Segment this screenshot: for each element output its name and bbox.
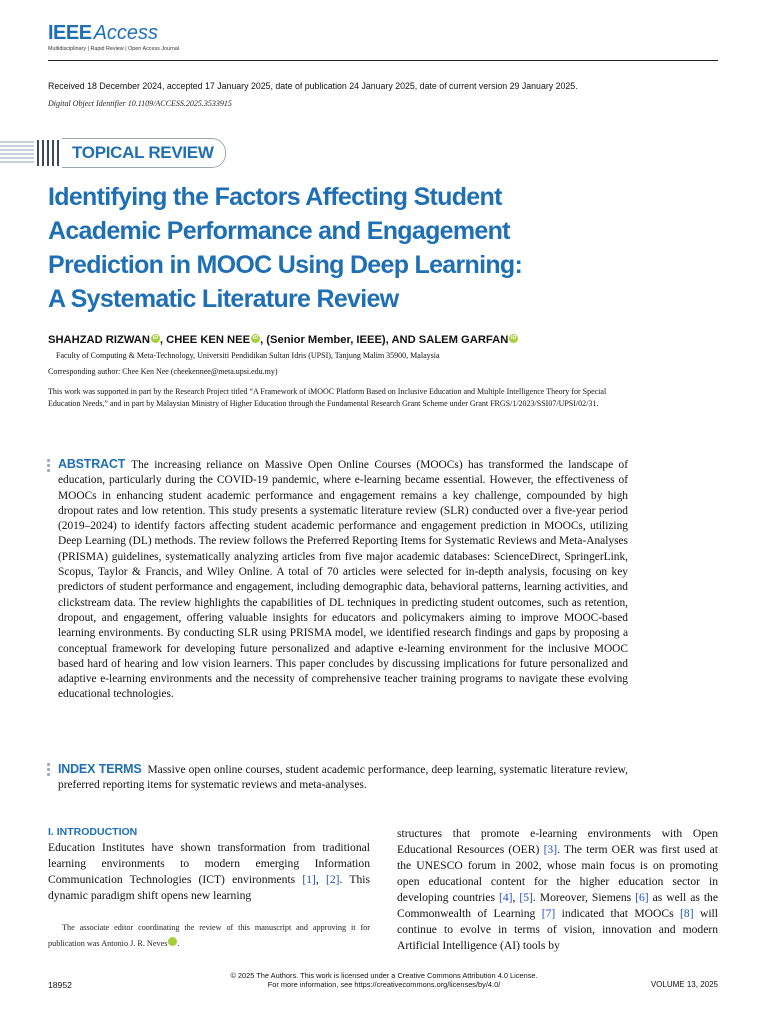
abstract-text: The increasing reliance on Massive Open Online Courses (MOOCs) has transformed the landscape of education, particularly during the COVID-19 pandemic, where e-learning became essential. However, the effectiveness of MOOCs in enhancing student academic performance and engagement remains a key challenge, compounded by high dropout rates and low retention. This study presents a systematic literature review (SLR) conducted over a five-year period (2019–2024) to identify factors affecting student academic performance and engagement prediction in MOOCs, utilizing Deep Learning (DL) methods. The review follows the Preferred Reporting Items for Systematic Reviews and Meta-Analyses (PRISMA) guidelines, systematically analyzing articles from five major academic databases: ScienceDirect, SpringerLink, Scopus, Taylor & Francis, and Wiley Online. A total of 70 articles were selected for in-depth analysis, focusing on key predictors of student performance and engagement, including demographic data, behavioral patterns, learning activities, and clickstream data. The review highlights the capabilities of DL techniques in predicting student outcomes, such as retention, dropout, and engagement, offering valuable insights for educators and policymakers aiming to improve MOOC-based learning environments. By conducting SLR using PRISMA model, we identified research findings and gaps by proposing a conceptual framework for developing future personalized and adaptive e-learning environment for the inclusive MOOC based hard of hearing and low vision learners. This paper concludes by discussing implications for future personalized and adaptive e-learning environments and the necessity of comprehensive teacher training programs to navigate these evolving educational technologies.	[58, 459, 628, 701]
title-line: Prediction in MOOC Using Deep Learning:	[48, 251, 523, 279]
orcid-icon[interactable]: iD	[252, 335, 259, 341]
journal-logo	[48, 22, 248, 56]
intro-paragraph-continued	[397, 826, 718, 954]
section-heading: I. INTRODUCTION	[48, 826, 138, 838]
title-line: Academic Performance and Engagement	[48, 217, 510, 245]
index-terms-dots-icon	[47, 763, 51, 778]
logo-ieee: IEEE	[48, 22, 92, 44]
citation-link[interactable]: [6]	[635, 891, 649, 904]
citation-link[interactable]: [7]	[541, 907, 556, 920]
author-list	[48, 334, 728, 346]
body-text: ,	[512, 891, 520, 904]
index-terms-label: INDEX TERMS	[58, 762, 142, 776]
body-text: ,	[315, 873, 326, 886]
body-text: . This dynamic paradigm shift opens new learning	[48, 873, 370, 902]
body-text: . Moreover, Siemens	[532, 891, 636, 904]
body-text: structures that promote e-learning environments with Open Educational Resources (OER)	[397, 827, 718, 856]
volume-label: VOLUME 13, 2025	[650, 980, 718, 989]
abstract-label: ABSTRACT	[58, 457, 126, 471]
citation-link[interactable]: [4]	[498, 891, 513, 904]
intro-paragraph	[48, 840, 370, 904]
author-name: , (Senior Member, IEEE), AND SALEM GARFAN	[260, 334, 509, 346]
paper-title	[48, 180, 608, 316]
orcid-icon[interactable]: iD	[152, 335, 159, 341]
license-link[interactable]: For more information, see https://creativecommons.org/licenses/by/4.0/	[267, 980, 501, 989]
body-text: . The term OER was first used at the UNESCO forum in 2002, whose main focus is on promoting open educational content for the higher education sector in developing countries	[397, 843, 719, 904]
badge-stripes-icon	[0, 136, 66, 170]
corresponding-author: Corresponding author: Chee Ken Nee (cheekennee@meta.upsi.edu.my)	[48, 367, 278, 376]
column-right	[397, 826, 718, 954]
citation-link[interactable]: [3]	[543, 843, 558, 856]
body-text: indicated that MOOCs	[555, 907, 681, 920]
body-text: as well as the Commonwealth of Learning	[397, 891, 718, 920]
abstract	[58, 457, 628, 703]
page-number: 18952	[48, 980, 72, 990]
footnote-text: The associate editor coordinating the review of this manuscript and approving it for publication was Antonio J. R. Neves	[48, 923, 370, 948]
topical-review-badge	[0, 136, 230, 170]
logo-access: Access	[93, 22, 159, 44]
title-line: Identifying the Factors Affecting Student	[48, 183, 502, 211]
author-name: , CHEE KEN NEE	[159, 334, 251, 346]
author-name: SHAHZAD RIZWAN	[48, 334, 150, 346]
body-text: will continue to evolve in terms of vision, innovation and modern Artificial Intelligence (AI) tools by	[397, 907, 718, 952]
citation-link[interactable]: [8]	[680, 907, 694, 920]
logo-tagline: Multidisciplinary | Rapid Review | Open Access Journal	[48, 46, 180, 52]
license-line: © 2025 The Authors. This work is licensed under a Creative Commons Attribution 4.0 License.	[230, 971, 538, 980]
index-terms	[58, 762, 628, 794]
funding-note: This work was supported in part by the Research Project titled “A Framework of iMOOC Platform Based on Inclusive Education and Multiple Intelligence Theory for Special Education Needs,” and in part by Malaysian Ministry of Higher Education through the Fundamental Research Grant Scheme under Grant FRGS/1/2023/SSI07/UPSI/02/31.	[48, 387, 607, 409]
received-dates: Received 18 December 2024, accepted 17 January 2025, date of publication 24 January 2025, date of current version 29 January 2025.	[48, 81, 578, 91]
editor-footnote: The associate editor coordinating the review of this manuscript and approving it for publication was Antonio J. R. Neves iD.	[48, 923, 370, 948]
citation-link[interactable]: [2]	[325, 873, 340, 886]
badge-label: TOPICAL REVIEW	[72, 143, 214, 162]
orcid-icon[interactable]: iD	[511, 335, 517, 341]
header-divider	[48, 60, 718, 61]
abstract-dots-icon	[47, 459, 51, 474]
affiliation: Faculty of Computing & Meta-Technology, Universiti Pendidikan Sultan Idris (UPSI), Tanjung Malim 35900, Malaysia	[56, 351, 440, 360]
title-line: A Systematic Literature Review	[48, 285, 399, 313]
citation-link[interactable]: [1]	[302, 873, 316, 886]
body-text: Education Institutes have shown transformation from traditional learning environments to modern emerging Information Communication Technologies (ICT) environments	[48, 841, 370, 886]
index-terms-text: Massive open online courses, student academic performance, deep learning, systematic literature review, preferred reporting items for systematic reviews and meta-analyses.	[58, 764, 628, 792]
citation-link[interactable]: [5]	[519, 891, 533, 904]
column-left	[48, 826, 370, 904]
doi-line: Digital Object Identifier 10.1109/ACCESS.2025.3533915	[48, 99, 232, 108]
orcid-icon[interactable]: iD	[168, 937, 177, 946]
